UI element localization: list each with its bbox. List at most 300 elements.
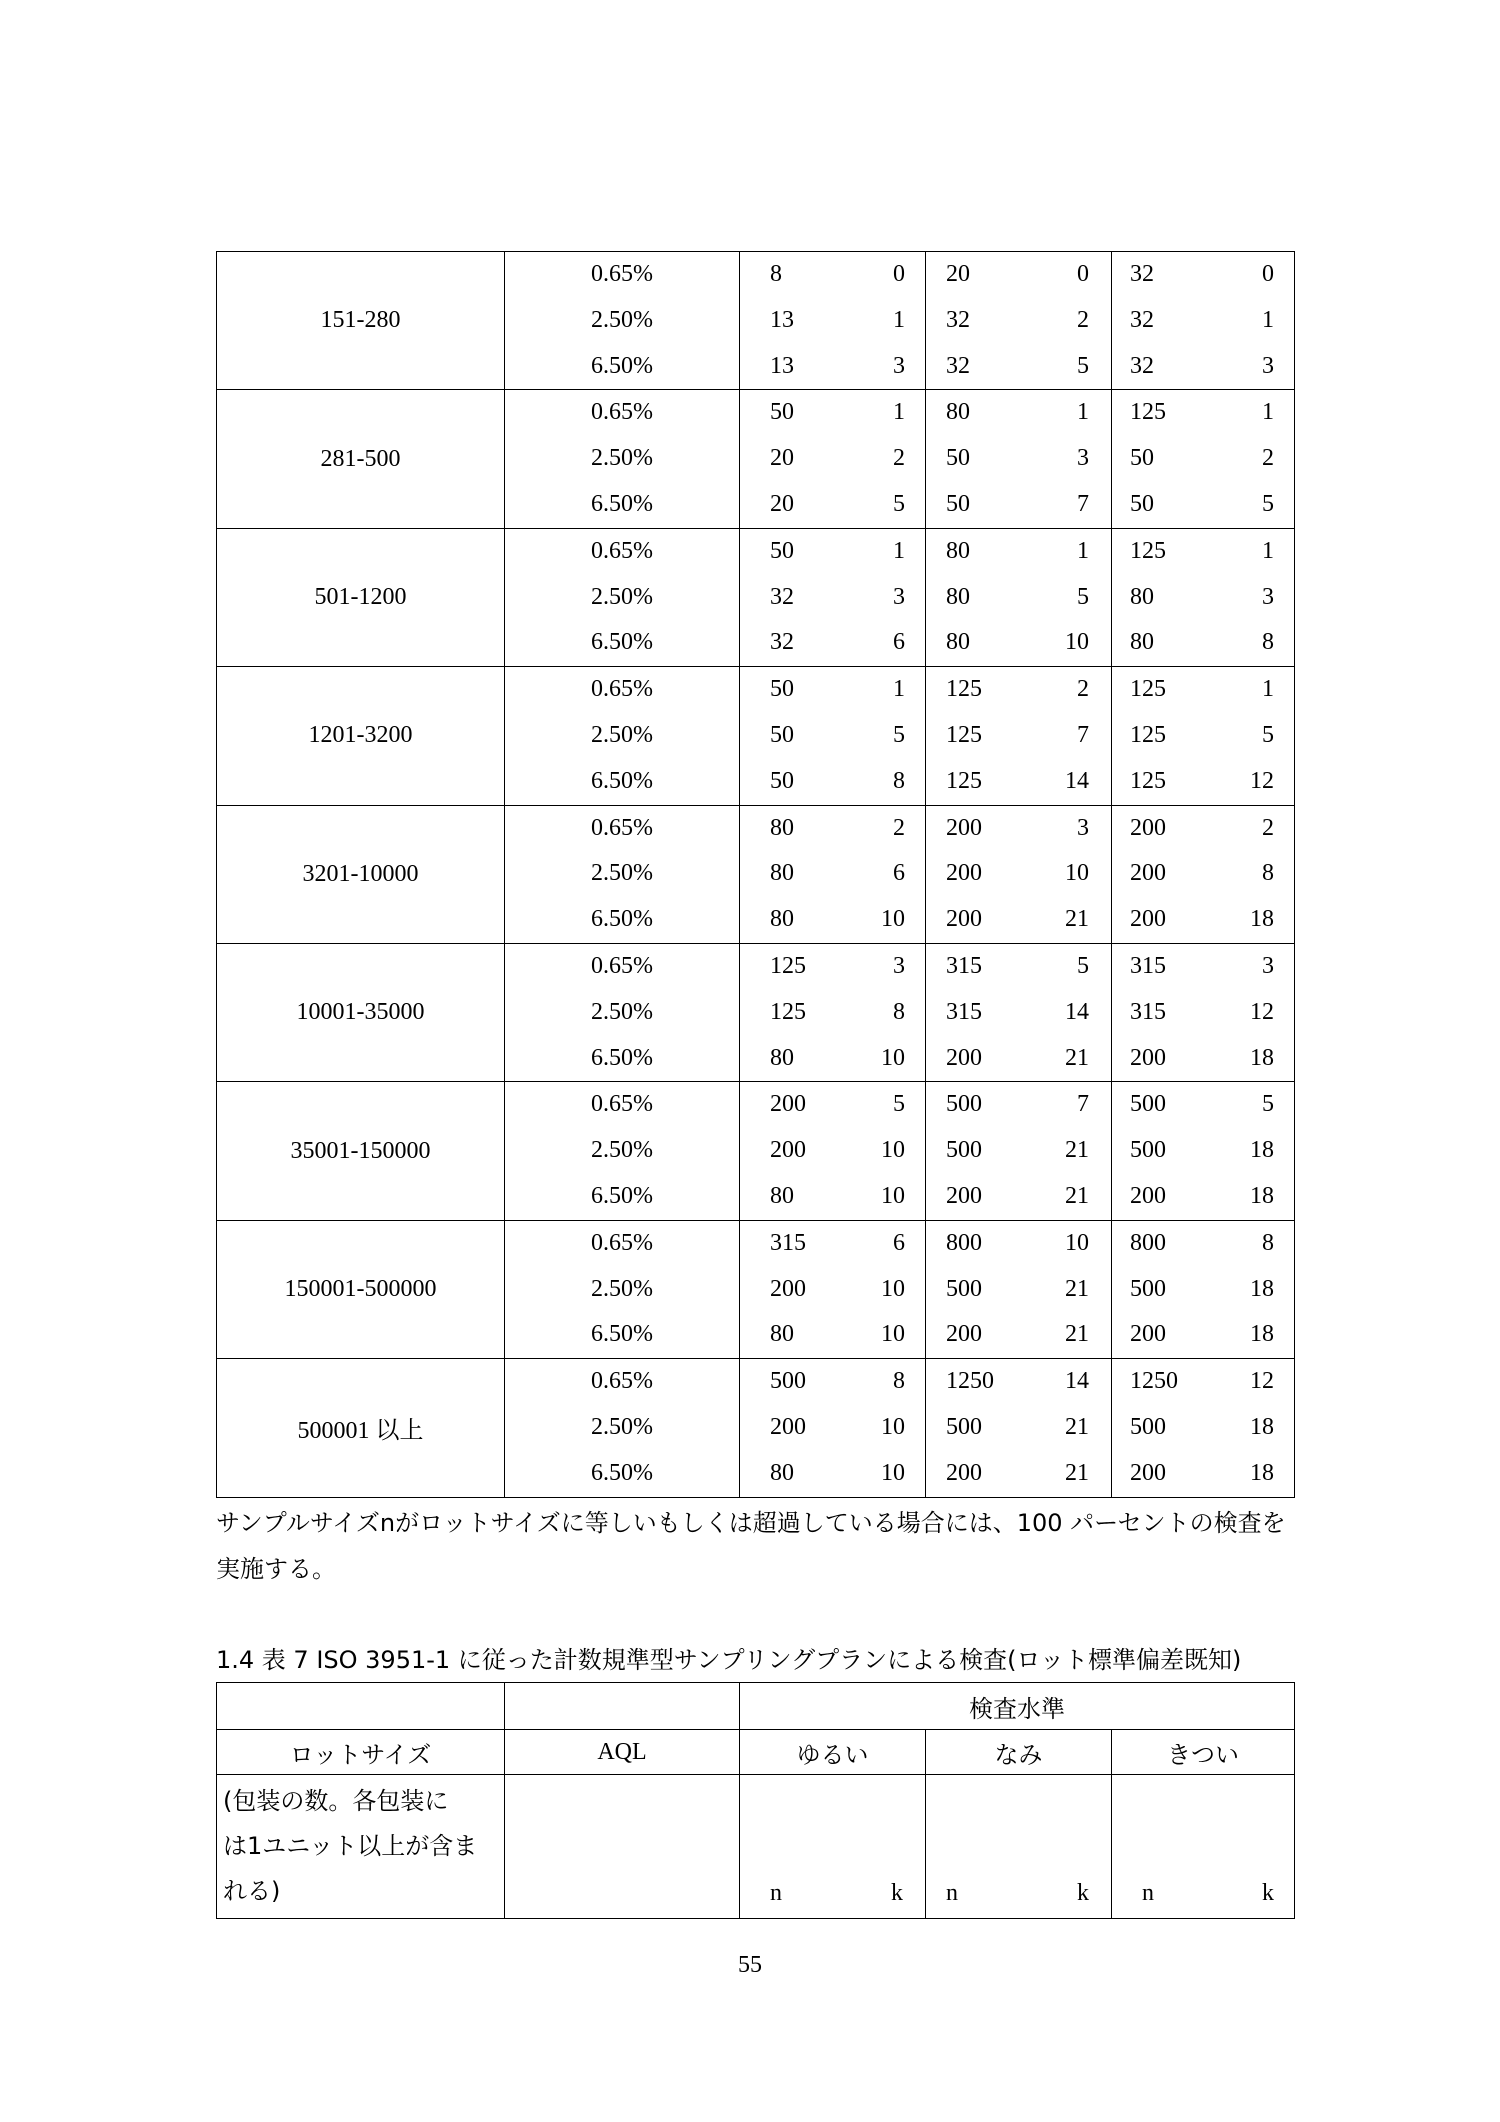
- plan-line: [740, 529, 925, 575]
- reduced-plan-cell: [740, 528, 926, 666]
- plan-line: [740, 575, 925, 621]
- reduced-plan-cell: [740, 252, 926, 390]
- aql-value: 2.50%: [591, 721, 653, 748]
- tightened-plan-cell: [1112, 1220, 1295, 1358]
- plan-line: [740, 759, 925, 805]
- acceptance-number-value: 10: [881, 1137, 905, 1164]
- plan-line: [1112, 298, 1294, 344]
- plan-line: [926, 390, 1111, 436]
- unit-description-line: (包装の数。各包装に: [223, 1787, 449, 1815]
- acceptance-number-value: 2: [893, 445, 905, 472]
- acceptance-number-value: 10: [1065, 860, 1089, 887]
- sample-size-value: 32: [770, 583, 794, 610]
- plan-line: [1112, 1221, 1294, 1267]
- aql-cell: [505, 1082, 740, 1220]
- plan-line: [926, 298, 1111, 344]
- plan-line: [926, 1267, 1111, 1313]
- normal-plan-cell: [926, 667, 1112, 805]
- plan-line: [740, 1221, 925, 1267]
- sample-size-value: 80: [946, 399, 970, 426]
- lot-size-cell: 500001 以上: [217, 1359, 505, 1497]
- plan-line: [740, 620, 925, 666]
- sample-size-value: 500: [770, 1368, 806, 1395]
- acceptance-number-value: 10: [881, 1413, 905, 1440]
- sample-size-value: 125: [946, 767, 982, 794]
- aql-value: 6.50%: [591, 352, 653, 379]
- acceptance-number-value: 8: [1262, 860, 1274, 887]
- plan-line: [740, 1451, 925, 1497]
- sample-size-value: 200: [1130, 1321, 1166, 1348]
- acceptance-number-value: 3: [1262, 583, 1274, 610]
- acceptance-number-value: 14: [1065, 998, 1089, 1025]
- plan-line: [1112, 390, 1294, 436]
- plan-line: [1112, 529, 1294, 575]
- aql-value: 6.50%: [591, 1182, 653, 1209]
- aql-value: 2.50%: [591, 1413, 653, 1440]
- sample-size-value: 200: [946, 1321, 982, 1348]
- sample-size-value: 80: [946, 537, 970, 564]
- plan-line: [1112, 436, 1294, 482]
- lot-size-cell: 10001-35000: [217, 943, 505, 1081]
- sample-size-value: 50: [946, 490, 970, 517]
- plan-line: [1112, 897, 1294, 943]
- tightened-plan-cell: [1112, 390, 1295, 528]
- sample-size-value: 20: [770, 490, 794, 517]
- aql-value: 6.50%: [591, 906, 653, 933]
- lot-size-cell: 150001-500000: [217, 1220, 505, 1358]
- plan-line: [926, 1221, 1111, 1267]
- acceptance-number-value: 3: [1077, 814, 1089, 841]
- acceptance-number-value: 18: [1250, 1321, 1274, 1348]
- lot-size-header: ロットサイズ: [217, 1730, 505, 1775]
- tightened-plan-cell: [1112, 1082, 1295, 1220]
- acceptance-number-value: 5: [893, 490, 905, 517]
- aql-value: 0.65%: [591, 1091, 653, 1118]
- sample-size-value: 1250: [946, 1368, 994, 1395]
- sample-size-value: 500: [1130, 1091, 1166, 1118]
- normal-plan-cell: [926, 1082, 1112, 1220]
- acceptance-number-value: 21: [1065, 1044, 1089, 1071]
- acceptance-number-value: 10: [881, 1275, 905, 1302]
- plan-line: [926, 252, 1111, 298]
- plan-line: [1112, 482, 1294, 528]
- aql-value: 0.65%: [591, 399, 653, 426]
- sample-size-value: 500: [1130, 1275, 1166, 1302]
- aql-cell: [505, 943, 740, 1081]
- lot-size-cell: 1201-3200: [217, 667, 505, 805]
- plan-line: [1112, 344, 1294, 390]
- acceptance-number-value: 1: [1262, 537, 1274, 564]
- aql-value: 0.65%: [591, 814, 653, 841]
- aql-value: 6.50%: [591, 629, 653, 656]
- aql-value: 6.50%: [591, 490, 653, 517]
- acceptance-number-value: 18: [1250, 1044, 1274, 1071]
- sample-size-value: 500: [946, 1275, 982, 1302]
- acceptance-number-value: 8: [893, 767, 905, 794]
- acceptance-number-value: 1: [893, 676, 905, 703]
- sample-size-value: 80: [770, 1044, 794, 1071]
- plan-line: [740, 436, 925, 482]
- sample-size-value: 50: [770, 721, 794, 748]
- reduced-header: ゆるい: [740, 1730, 926, 1775]
- tightened-plan-cell: [1112, 805, 1295, 943]
- acceptance-number-value: 10: [881, 1044, 905, 1071]
- sample-size-value: 32: [1130, 261, 1154, 287]
- sample-size-value: 13: [770, 306, 794, 333]
- sample-size-value: 50: [770, 767, 794, 794]
- plan-line: [926, 851, 1111, 897]
- variables-plan-header-table: [216, 1682, 1295, 1919]
- plan-line: [740, 298, 925, 344]
- plan-line: [1112, 1036, 1294, 1082]
- plan-line: [926, 1359, 1111, 1405]
- acceptance-number-value: 8: [1262, 629, 1274, 656]
- acceptance-number-value: 1: [1262, 399, 1274, 426]
- acceptance-number-value: 0: [893, 261, 905, 287]
- sample-size-value: 125: [770, 998, 806, 1025]
- sample-size-value: 500: [946, 1137, 982, 1164]
- plan-line: [1112, 620, 1294, 666]
- acceptance-number-value: 1: [893, 537, 905, 564]
- aql-value: 2.50%: [591, 1137, 653, 1164]
- sample-size-value: 32: [946, 352, 970, 379]
- acceptance-number-value: 5: [1262, 721, 1274, 748]
- table-row: [217, 667, 1295, 805]
- aql-value: 6.50%: [591, 1459, 653, 1486]
- plan-line: [926, 1082, 1111, 1128]
- sample-size-value: 80: [770, 1321, 794, 1348]
- lot-size-cell: 281-500: [217, 390, 505, 528]
- sample-size-value: 200: [1130, 1182, 1166, 1209]
- acceptance-number-value: 12: [1250, 998, 1274, 1025]
- sample-size-value: 50: [770, 399, 794, 426]
- plan-line: [1112, 1312, 1294, 1358]
- acceptance-number-value: 3: [1262, 352, 1274, 379]
- reduced-nk-cell: [740, 1775, 926, 1919]
- aql-value: 0.65%: [591, 1229, 653, 1256]
- plan-line: [926, 713, 1111, 759]
- sample-size-value: 125: [770, 952, 806, 979]
- normal-plan-cell: [926, 1359, 1112, 1497]
- sample-size-value: 8: [770, 261, 782, 287]
- sample-size-value: 32: [946, 306, 970, 333]
- plan-line: [740, 1312, 925, 1358]
- sample-size-value: 125: [1130, 767, 1166, 794]
- plan-line: [926, 1451, 1111, 1497]
- plan-line: [926, 575, 1111, 621]
- reduced-plan-cell: [740, 1220, 926, 1358]
- plan-line: [740, 252, 925, 298]
- aql-value: 0.65%: [591, 537, 653, 564]
- normal-plan-cell: [926, 1220, 1112, 1358]
- sample-size-value: 500: [1130, 1137, 1166, 1164]
- sample-size-value: 200: [946, 814, 982, 841]
- aql-cell: [505, 805, 740, 943]
- reduced-plan-cell: [740, 667, 926, 805]
- acceptance-number-value: 12: [1250, 1368, 1274, 1395]
- sample-size-value: 125: [1130, 721, 1166, 748]
- aql-value: 0.65%: [591, 952, 653, 979]
- plan-line: [1112, 667, 1294, 713]
- sample-size-value: 32: [1130, 306, 1154, 333]
- acceptance-number-value: 10: [881, 906, 905, 933]
- table-row: [217, 528, 1295, 666]
- note-text: サンプルサイズnがロットサイズに等しいもしくは超過している場合には、100 パーセントの検査を実施する。: [216, 1509, 1286, 1583]
- lot-size-cell: 3201-10000: [217, 805, 505, 943]
- table-row: [217, 1082, 1295, 1220]
- normal-nk-cell: [926, 1775, 1112, 1919]
- sampling-plan-table: [216, 251, 1295, 1498]
- tightened-plan-cell: [1112, 528, 1295, 666]
- plan-line: [1112, 759, 1294, 805]
- aql-cell: [505, 667, 740, 805]
- acceptance-number-value: 5: [1077, 352, 1089, 379]
- inspection-level-header: 検査水準: [740, 1683, 1295, 1730]
- table-row: [217, 805, 1295, 943]
- sample-size-value: 315: [946, 998, 982, 1025]
- reduced-plan-cell: [740, 805, 926, 943]
- aql-value: 2.50%: [591, 306, 653, 333]
- normal-plan-cell: [926, 943, 1112, 1081]
- sample-size-value: 315: [1130, 952, 1166, 979]
- acceptance-number-value: 2: [1077, 306, 1089, 333]
- aql-cell: [505, 528, 740, 666]
- plan-line: [1112, 1267, 1294, 1313]
- plan-line: [740, 944, 925, 990]
- acceptance-number-value: 5: [1077, 583, 1089, 610]
- plan-line: [1112, 990, 1294, 1036]
- aql-header: AQL: [505, 1730, 740, 1775]
- acceptance-number-value: 18: [1250, 1459, 1274, 1486]
- plan-line: [926, 667, 1111, 713]
- plan-line: [740, 344, 925, 390]
- acceptance-number-value: 2: [1262, 814, 1274, 841]
- table-row: [217, 390, 1295, 528]
- aql-value: 2.50%: [591, 998, 653, 1025]
- acceptance-number-value: 5: [1077, 952, 1089, 979]
- plan-line: [740, 990, 925, 1036]
- reduced-plan-cell: [740, 1082, 926, 1220]
- n-label: n: [770, 1879, 782, 1906]
- aql-value: 2.50%: [591, 1275, 653, 1302]
- acceptance-number-value: 21: [1065, 1459, 1089, 1486]
- sample-size-value: 80: [946, 583, 970, 610]
- sample-size-value: 800: [1130, 1229, 1166, 1256]
- acceptance-number-value: 21: [1065, 1137, 1089, 1164]
- acceptance-number-value: 10: [881, 1182, 905, 1209]
- sample-size-value: 125: [1130, 537, 1166, 564]
- acceptance-number-value: 6: [893, 629, 905, 656]
- sample-size-value: 200: [770, 1091, 806, 1118]
- aql-value: 0.65%: [591, 261, 653, 287]
- plan-line: [740, 1128, 925, 1174]
- aql-cell: [505, 1359, 740, 1497]
- acceptance-number-value: 18: [1250, 1275, 1274, 1302]
- normal-plan-cell: [926, 390, 1112, 528]
- acceptance-number-value: 10: [1065, 629, 1089, 656]
- sample-size-value: 315: [946, 952, 982, 979]
- sample-size-value: 800: [946, 1229, 982, 1256]
- plan-line: [740, 851, 925, 897]
- acceptance-number-value: 10: [881, 1321, 905, 1348]
- reduced-plan-cell: [740, 943, 926, 1081]
- page-number: 55: [738, 1952, 762, 1978]
- aql-cell: [505, 1220, 740, 1358]
- acceptance-number-value: 2: [893, 814, 905, 841]
- acceptance-number-value: 8: [893, 1368, 905, 1395]
- section-heading: 1.4 表 7 ISO 3951-1 に従った計数規準型サンプリングプランによる検査(ロット標準偏差既知): [216, 1646, 1242, 1674]
- normal-plan-cell: [926, 252, 1112, 390]
- sample-size-value: 80: [1130, 629, 1154, 656]
- aql-cell: [505, 390, 740, 528]
- sample-size-value: 80: [1130, 583, 1154, 610]
- plan-line: [1112, 1082, 1294, 1128]
- acceptance-number-value: 14: [1065, 767, 1089, 794]
- acceptance-number-value: 0: [1262, 261, 1274, 287]
- acceptance-number-value: 14: [1065, 1368, 1089, 1395]
- plan-line: [740, 667, 925, 713]
- plan-line: [1112, 1359, 1294, 1405]
- plan-line: [740, 897, 925, 943]
- sample-size-value: 200: [1130, 1044, 1166, 1071]
- plan-line: [740, 1405, 925, 1451]
- sample-size-value: 200: [1130, 814, 1166, 841]
- sample-size-value: 50: [1130, 490, 1154, 517]
- table-row: [217, 943, 1295, 1081]
- normal-header: なみ: [926, 1730, 1112, 1775]
- plan-line: [740, 1082, 925, 1128]
- lot-size-cell: 501-1200: [217, 528, 505, 666]
- plan-line: [1112, 1405, 1294, 1451]
- acceptance-number-value: 1: [1262, 676, 1274, 703]
- plan-line: [740, 806, 925, 852]
- plan-line: [1112, 575, 1294, 621]
- sample-size-value: 200: [946, 906, 982, 933]
- k-label: k: [1262, 1879, 1275, 1906]
- acceptance-number-value: 5: [893, 721, 905, 748]
- acceptance-number-value: 3: [1262, 952, 1274, 979]
- aql-value: 0.65%: [591, 676, 653, 703]
- acceptance-number-value: 2: [1262, 445, 1274, 472]
- plan-line: [926, 990, 1111, 1036]
- k-label: k: [891, 1879, 903, 1906]
- plan-line: [926, 482, 1111, 528]
- acceptance-number-value: 3: [1077, 445, 1089, 472]
- sample-size-value: 80: [770, 1182, 794, 1209]
- lot-size-cell: 151-280: [217, 252, 505, 390]
- plan-line: [926, 344, 1111, 390]
- unit-description: [217, 1775, 505, 1919]
- plan-line: [926, 1036, 1111, 1082]
- plan-line: [926, 806, 1111, 852]
- plan-line: [926, 1128, 1111, 1174]
- reduced-plan-cell: [740, 390, 926, 528]
- empty-header-cell: [505, 1683, 740, 1730]
- plan-line: [740, 1174, 925, 1220]
- sample-size-value: 500: [946, 1413, 982, 1440]
- acceptance-number-value: 1: [893, 306, 905, 333]
- plan-line: [740, 1359, 925, 1405]
- sample-size-value: 32: [770, 629, 794, 656]
- acceptance-number-value: 8: [893, 998, 905, 1025]
- sample-size-value: 200: [1130, 906, 1166, 933]
- aql-value: 0.65%: [591, 1368, 653, 1395]
- sample-size-value: 50: [770, 537, 794, 564]
- sample-size-value: 80: [770, 860, 794, 887]
- sample-size-value: 315: [1130, 998, 1166, 1025]
- sample-size-value: 32: [1130, 352, 1154, 379]
- sample-size-value: 50: [770, 676, 794, 703]
- aql-value: 2.50%: [591, 445, 653, 472]
- acceptance-number-value: 5: [1262, 490, 1274, 517]
- sample-size-value: 200: [946, 1459, 982, 1486]
- acceptance-number-value: 1: [1262, 306, 1274, 333]
- sample-size-value: 200: [946, 860, 982, 887]
- aql-value: 2.50%: [591, 860, 653, 887]
- sample-size-value: 13: [770, 352, 794, 379]
- acceptance-number-value: 1: [1077, 399, 1089, 426]
- acceptance-number-value: 21: [1065, 1182, 1089, 1209]
- empty-cell: [505, 1775, 740, 1919]
- normal-plan-cell: [926, 805, 1112, 943]
- plan-line: [740, 1267, 925, 1313]
- acceptance-number-value: 10: [1065, 1229, 1089, 1256]
- acceptance-number-value: 18: [1250, 1182, 1274, 1209]
- sample-size-value: 200: [770, 1413, 806, 1440]
- acceptance-number-value: 21: [1065, 1275, 1089, 1302]
- sample-size-value: 125: [1130, 676, 1166, 703]
- sample-size-value: 200: [770, 1137, 806, 1164]
- aql-value: 2.50%: [591, 583, 653, 610]
- acceptance-number-value: 6: [893, 860, 905, 887]
- plan-line: [926, 897, 1111, 943]
- tightened-nk-cell: [1112, 1775, 1295, 1919]
- sample-size-value: 125: [1130, 399, 1166, 426]
- acceptance-number-value: 5: [893, 1091, 905, 1118]
- acceptance-number-value: 18: [1250, 1137, 1274, 1164]
- acceptance-number-value: 0: [1077, 261, 1089, 287]
- acceptance-number-value: 5: [1262, 1091, 1274, 1118]
- plan-line: [740, 390, 925, 436]
- sample-size-value: 20: [770, 445, 794, 472]
- acceptance-number-value: 21: [1065, 1413, 1089, 1440]
- tightened-plan-cell: [1112, 667, 1295, 805]
- plan-line: [1112, 806, 1294, 852]
- aql-value: 6.50%: [591, 767, 653, 794]
- sample-size-value: 200: [946, 1182, 982, 1209]
- plan-line: [740, 713, 925, 759]
- aql-cell: [505, 252, 740, 390]
- acceptance-number-value: 8: [1262, 1229, 1274, 1256]
- acceptance-number-value: 1: [1077, 537, 1089, 564]
- acceptance-number-value: 12: [1250, 767, 1274, 794]
- sample-size-value: 500: [946, 1091, 982, 1118]
- normal-plan-cell: [926, 528, 1112, 666]
- plan-line: [1112, 1174, 1294, 1220]
- acceptance-number-value: 7: [1077, 1091, 1089, 1118]
- plan-line: [1112, 1128, 1294, 1174]
- sample-size-value: 80: [770, 906, 794, 933]
- plan-line: [1112, 851, 1294, 897]
- sample-size-value: 80: [770, 1459, 794, 1486]
- plan-line: [926, 620, 1111, 666]
- tightened-plan-cell: [1112, 252, 1295, 390]
- tightened-plan-cell: [1112, 943, 1295, 1081]
- plan-line: [926, 436, 1111, 482]
- acceptance-number-value: 7: [1077, 721, 1089, 748]
- plan-line: [1112, 1451, 1294, 1497]
- acceptance-number-value: 18: [1250, 906, 1274, 933]
